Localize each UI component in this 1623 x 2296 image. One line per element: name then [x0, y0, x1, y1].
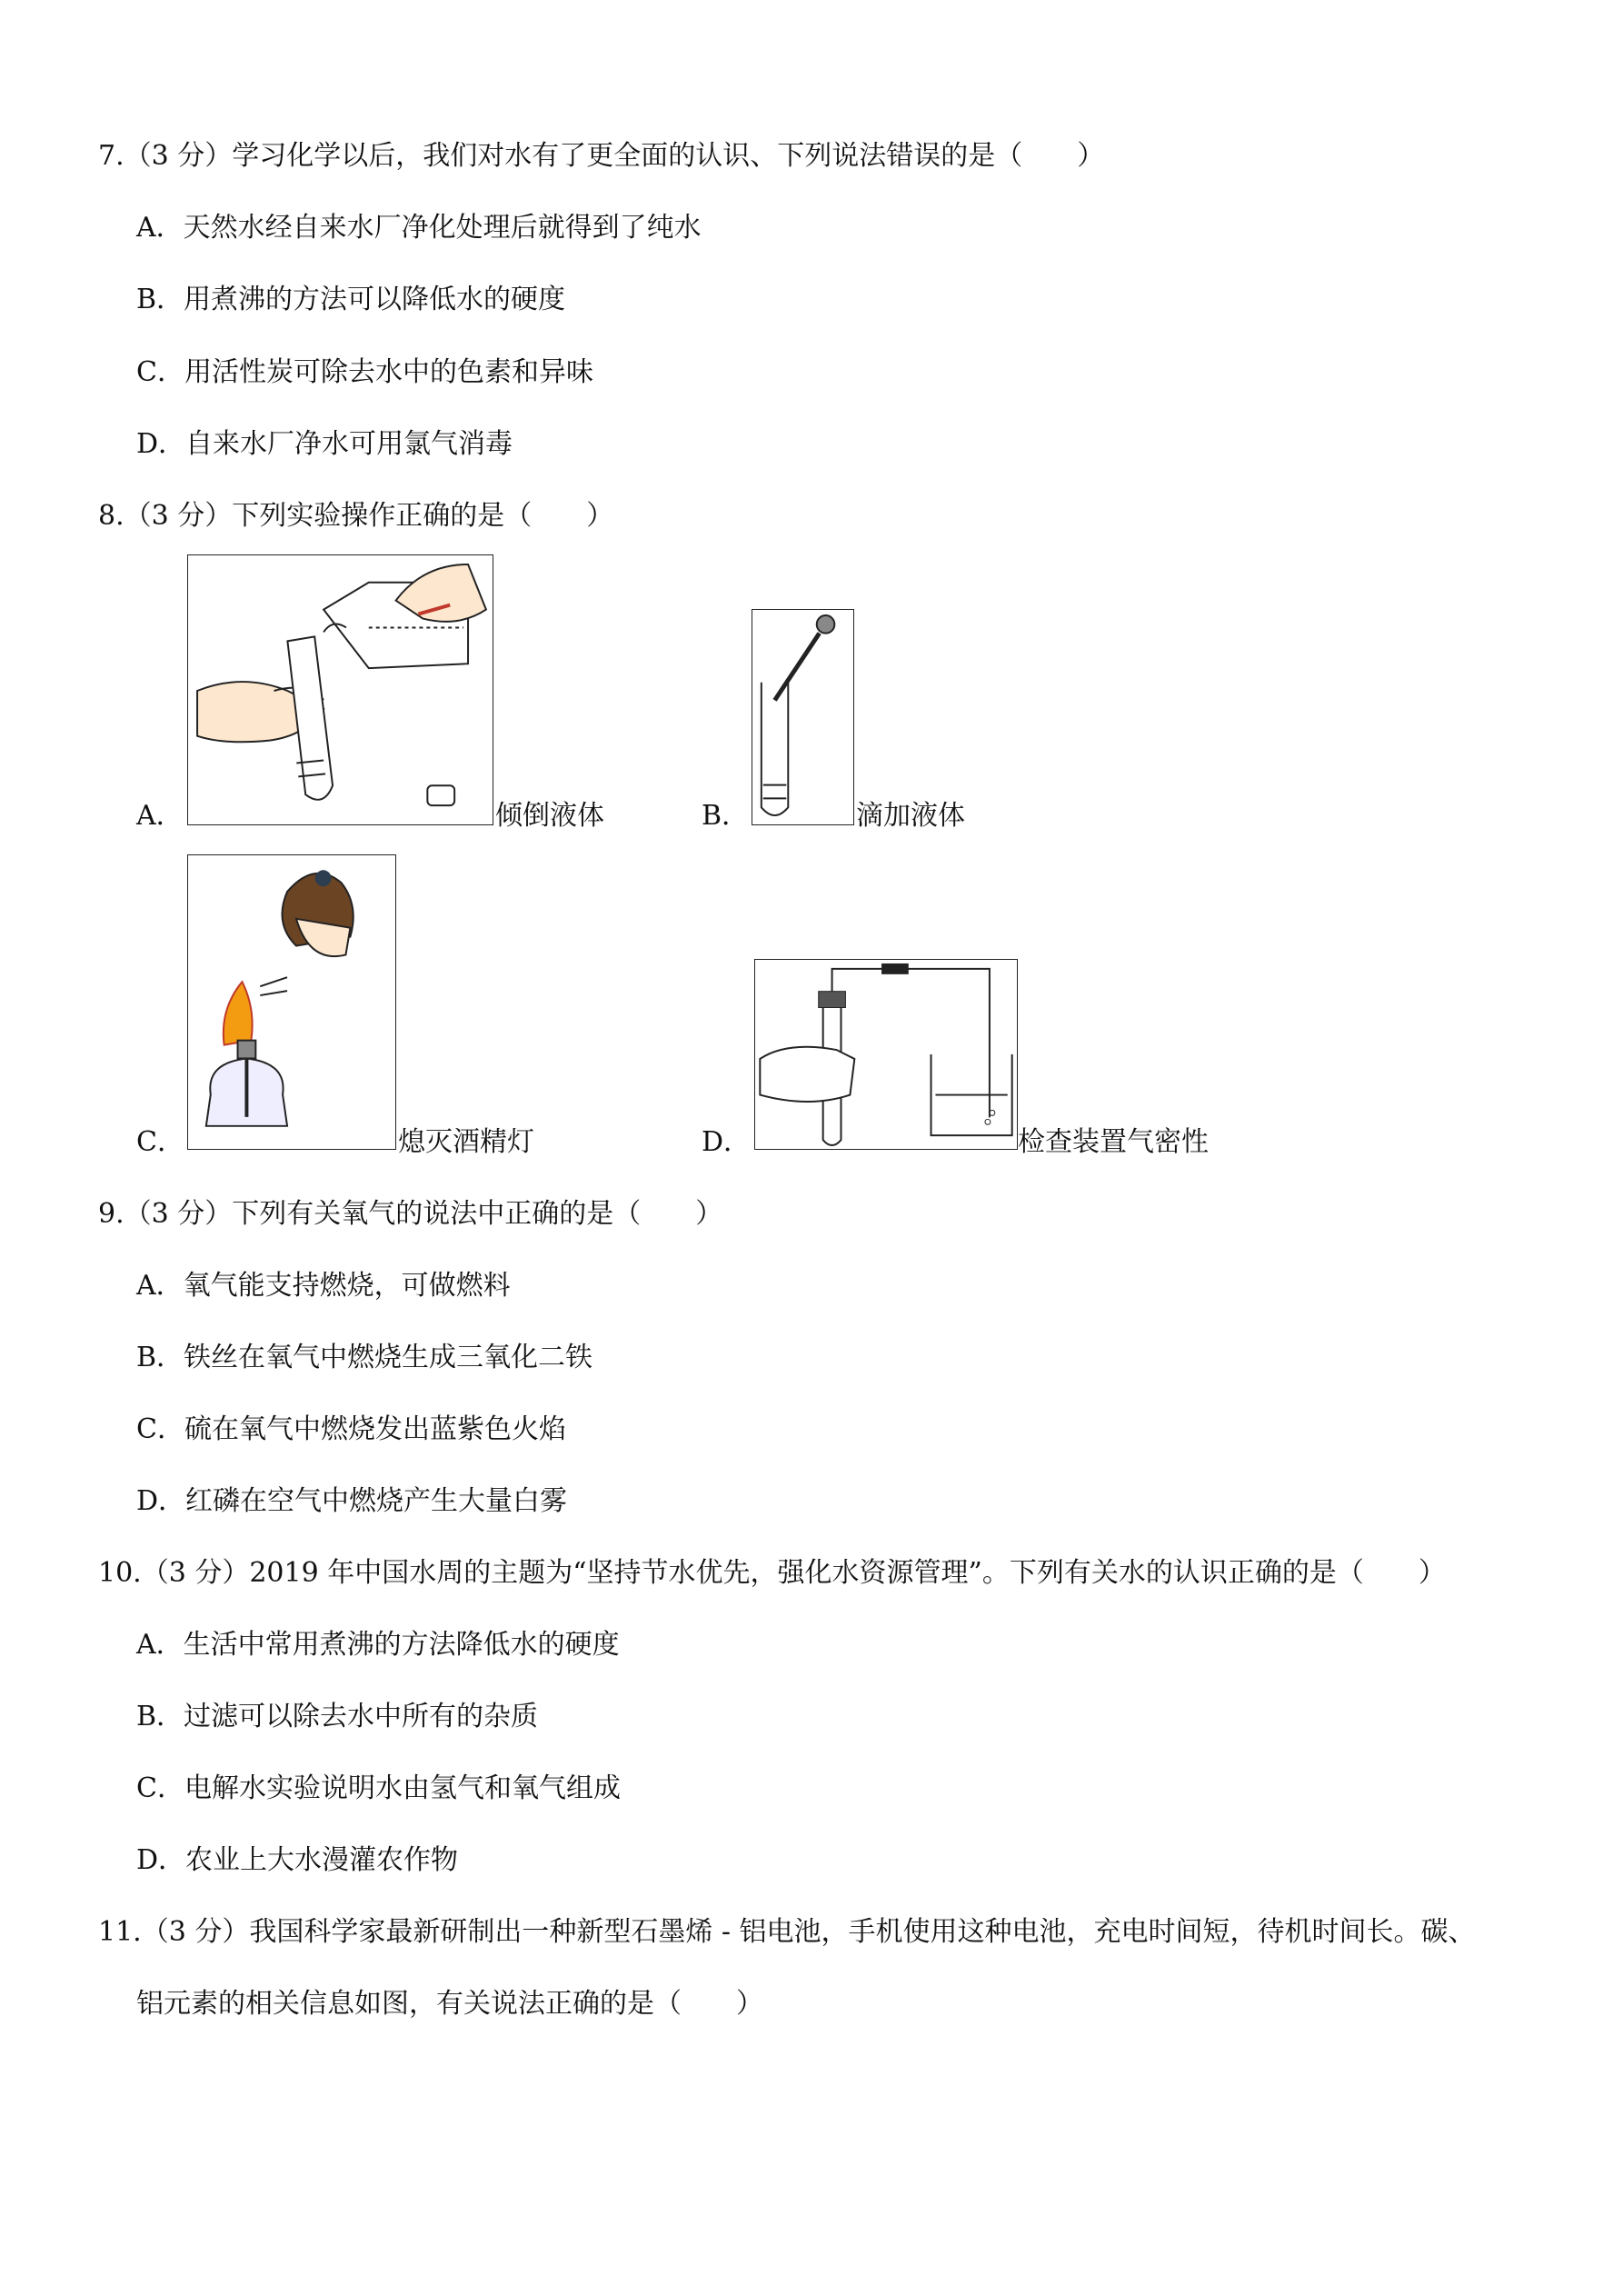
- q7-option-b: B．用煮沸的方法可以降低水的硬度: [136, 284, 566, 315]
- q7-stem: 7.（3 分）学习化学以后，我们对水有了更全面的认识、下列说法错误的是（ ）: [98, 140, 1105, 172]
- q11-stem-line2: 铝元素的相关信息如图，有关说法正确的是（ ）: [136, 1988, 763, 2020]
- q8-option-a-letter: A．: [136, 800, 184, 832]
- q8-option-b-letter: B．: [702, 800, 750, 832]
- pouring-liquid-drawing: [188, 555, 493, 824]
- q7-option-a: A．天然水经自来水厂净化处理后就得到了纯水: [136, 212, 702, 244]
- dropper-figure: [752, 609, 854, 825]
- q9-option-d: D．红磷在空气中燃烧产生大量白雾: [136, 1485, 568, 1517]
- q10-option-a: A．生活中常用煮沸的方法降低水的硬度: [136, 1629, 620, 1661]
- q11-stem-line1: 11.（3 分）我国科学家最新研制出一种新型石墨烯 - 铝电池，手机使用这种电池，充电时间短，待机时间长。碳、: [98, 1916, 1476, 1948]
- airtightness-drawing: [755, 960, 1017, 1149]
- q10-option-b: B．过滤可以除去水中所有的杂质: [136, 1701, 539, 1732]
- q8-option-c-caption: 熄灭酒精灯: [398, 1126, 534, 1158]
- pouring-liquid-figure: [187, 554, 493, 825]
- q8-option-a-caption: 倾倒液体: [495, 800, 604, 832]
- q10-option-d: D．农业上大水漫灌农作物: [136, 1844, 459, 1876]
- q10-option-c: C．电解水实验说明水由氢气和氧气组成: [136, 1772, 621, 1804]
- alcohol-lamp-drawing: [188, 855, 395, 1149]
- q9-option-a: A．氧气能支持燃烧，可做燃料: [136, 1270, 511, 1302]
- q10-stem: 10.（3 分）2019 年中国水周的主题为“坚持节水优先，强化水资源管理”。下列有关水的认识正确的是（ ）: [98, 1557, 1446, 1589]
- q7-option-c: C．用活性炭可除去水中的色素和异味: [136, 356, 593, 388]
- q7-option-d: D．自来水厂净水可用氯气消毒: [136, 428, 513, 460]
- q9-option-b: B．铁丝在氧气中燃烧生成三氧化二铁: [136, 1342, 593, 1373]
- alcohol-lamp-figure: [187, 854, 396, 1150]
- dropper-drawing: [752, 610, 853, 824]
- q8-option-b-caption: 滴加液体: [856, 800, 965, 832]
- q9-stem: 9.（3 分）下列有关氧气的说法中正确的是（ ）: [98, 1198, 723, 1230]
- q8-option-d-caption: 检查装置气密性: [1018, 1126, 1209, 1158]
- q8-option-d-letter: D．: [702, 1126, 752, 1158]
- q9-option-c: C．硫在氧气中燃烧发出蓝紫色火焰: [136, 1413, 566, 1445]
- q8-option-c-letter: C．: [136, 1126, 184, 1158]
- q8-stem: 8.（3 分）下列实验操作正确的是（ ）: [98, 500, 614, 532]
- airtightness-figure: [754, 959, 1018, 1150]
